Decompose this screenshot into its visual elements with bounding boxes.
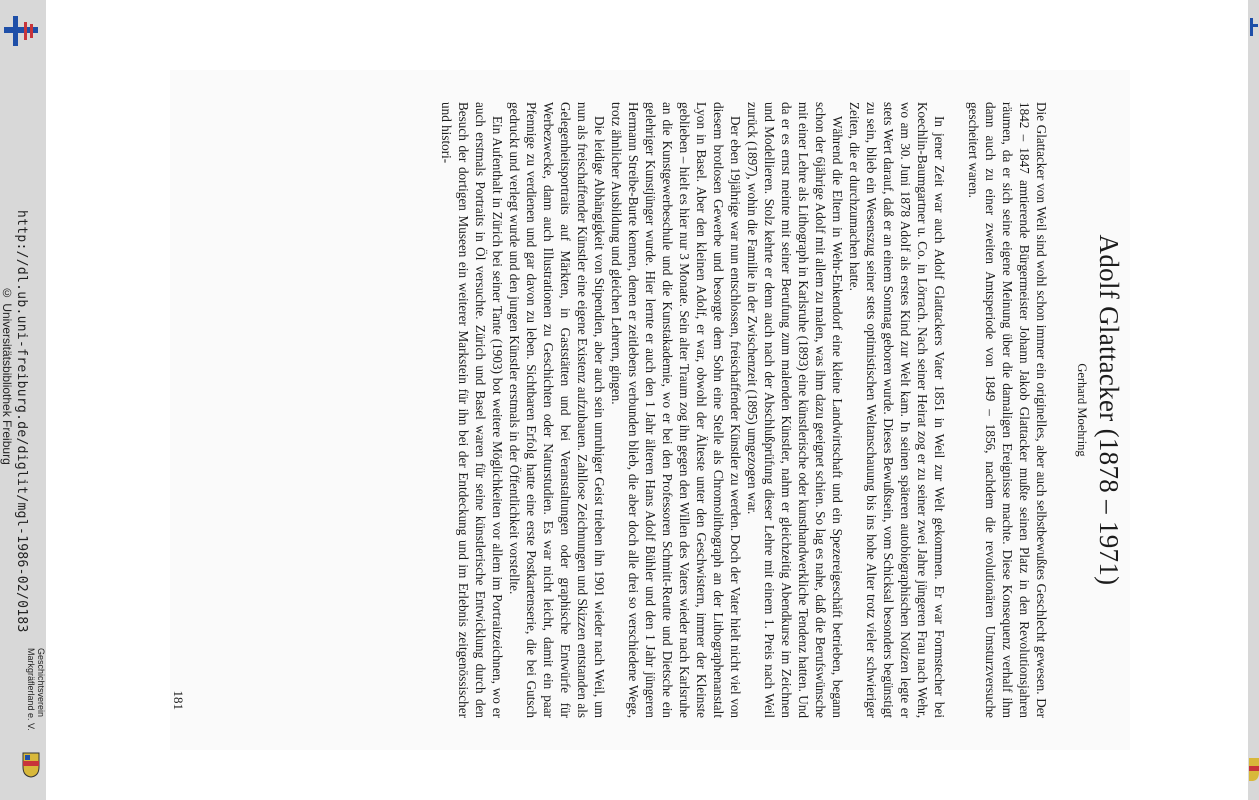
paragraph-2: In jener Zeit war auch Adolf Glattackers Vater 1851 in Weil zur Welt gekommen. Er war Formstecher bei Koechlin-Baumgartner u. Co. in Lörrach. Nach seiner Heirat zog er zu seiner zwei Jahre jüngeren Frau nach Wehr, wo am 30. Juni 1878 Adolf als erstes Kind zur Welt kam. In seinen späteren autobiographischen Notizen legte er stets Wert darauf, daß er an einem Sonntag geboren wurde. Dieses Bewußtsein, vom Schicksal besonders begünstigt zu sein, blieb ein Wesenszug seiner stets optimistischen Weltanschauung bis ins hohe Alter trotz vieler schwieriger Zeiten, die er durchzumachen hatte.	[847, 102, 947, 718]
library-logo-icon	[4, 14, 38, 48]
document-page	[170, 70, 1130, 750]
paragraph-3: Während die Eltern in Wehr-Enkendorf eine kleine Landwirtschaft und ein Spezereigeschäft betrieben, begann schon der 6jährige Adolf mit allem zu malen, was ihm dazu geeignet schien. So lag es nahe, daß die Berufswünsche mit einer Lehre als Lithograph in Karlsruhe (1893) eine künstlerische oder kunsthandwerkliche Tendenz hatten. Und da er es ernst meinte mit seiner Berufung zum malenden Künstler, nahm er gleichzeitig Abendkurse im Zeichnen und Modellieren. Stolz kehrte er denn auch nach der Abschlußprüfung dieser Lehre mit einem 1. Preis nach Weil zurück (1897), wohin die Familie in der Zwischenzeit (1895) umgezogen war.	[745, 102, 845, 718]
paragraph-5: Die leidige Abhängigkeit von Stipendien, aber auch sein unruhiger Geist trieben ihn 1901 wieder nach Weil, um nun als freischaffender Künstler eine eigene Existenz aufzubauen. Zahllose Zeichnungen und Skizzen entstanden als Gelegenheitsportraits auf Märkten, in Gaststätten und bei Veranstaltungen oder graphische Entwürfe für Werbezwecke, dann auch Illustrationen zu Geschichten oder Naturstudien. Es war nicht leicht, damit ein paar Pfennige zu verdienen und gar davon zu leben. Sichtbaren Erfolg hatte eine erste Postkartenserie, die bei Gutsch gedruckt und verlegt wurde und den jungen Künstler erstmals in der Öffentlichkeit vorstellte.	[507, 102, 607, 718]
article-title: Adolf Glattacker (1878 – 1971)	[1094, 234, 1124, 586]
scanned-page-viewport[interactable]	[170, 70, 1130, 750]
article-author: Gerhard Moehring	[1075, 363, 1089, 457]
association-name	[26, 648, 46, 731]
copyright-notice: © Universitätsbibliothek Freiburg	[0, 286, 14, 465]
association-line-1: Geschichtsverein	[36, 648, 46, 718]
viewer-right-strip	[1248, 0, 1259, 800]
source-url[interactable]: http://dl.ub.uni-freiburg.de/diglit/mgl-1986-02/0183	[14, 210, 29, 633]
paragraph-1: Die Glattacker von Weil sind wohl schon immer ein originelles, aber auch selbstbewußtes Geschlecht gewesen. Der 1842 – 1847 amtierende Bürgermeister Johann Jakob Glattacker mußte seinen Platz in den Revolutionsjahren räumen, da er sich seine eigene Meinung über die damaligen Ereignisse machte. Diese Konsequenz verhalf ihm dann auch zu einer zweiten Amtsperiode von 1849 – 1856, nachdem die revolutionären Umsturzversuche gescheitert waren.	[966, 102, 1049, 718]
coat-of-arms-icon	[22, 752, 40, 778]
paragraph-6: Ein Aufenthalt in Zürich bei seiner Tante (1903) bot weitere Möglichkeiten vor allem im Portraitzeichnen, wo er auch erstmals Portraits in Öl versuchte. Zürich und Basel waren für seine künstlerische Entwicklung durch den Besuch der dortigen Museen ein weiterer Markstein für ihn bei der Entdeckung und im Erlebnis zeitgenössischer und histori-	[439, 102, 505, 718]
library-logo-fragment-icon	[1250, 18, 1258, 36]
association-line-2: Markgräflerland e. V.	[26, 648, 36, 731]
paragraph-4: Der eben 19jährige war nun entschlossen, freischaffender Künstler zu werden. Doch der Vater hielt nicht viel von diesem brotlosen Gewerbe und besorgte dem Sohn eine Stelle als Chromolithograph an der Lithographenanstalt Lyon in Basel. Aber den kleinen Adolf, er war, obwohl der Älteste unter den Geschwistern, immer der Kleinste geblieben – hielt es hier nur 3 Monate. Sein alter Traum zog ihn gegen den Willen des Vaters wieder nach Karlsruhe an die Kunstgewerbeschule und die Kunstakademie, wo er bei den Professoren Schmitt-Reutte und Dietsche ein gelehriger Kunstjünger wurde. Hier lernte er auch den 1 Jahr älteren Hans Adolf Bühler und den 1 Jahr jüngeren Hermann Streibe-Burte kennen, denen er zeitlebens verbunden blieb, die aber doch alle drei so verschiedene Wege, trotz ähnlicher Ausbildung und gleichen Lehrern, gingen.	[609, 102, 743, 718]
coat-of-arms-fragment-icon	[1249, 756, 1259, 782]
page-number: 181	[171, 690, 186, 710]
viewer-left-strip	[0, 0, 46, 800]
